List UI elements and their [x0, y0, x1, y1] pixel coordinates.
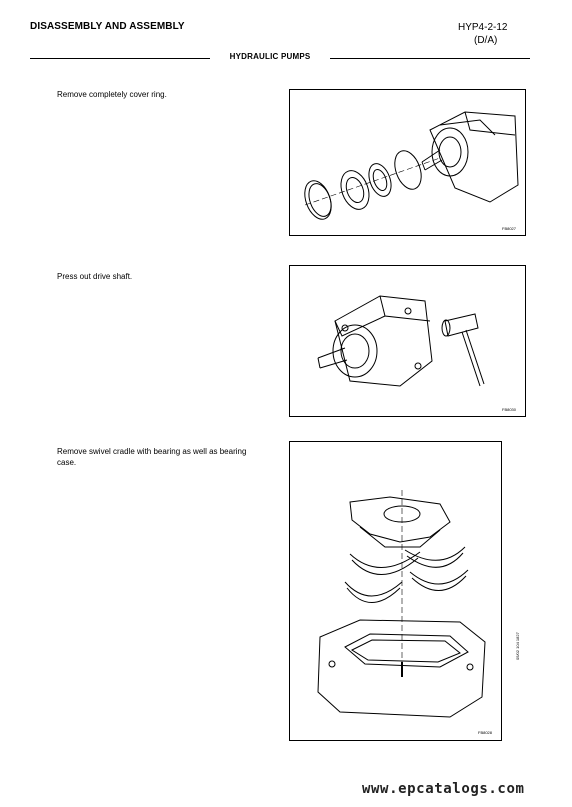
page-reference: [458, 21, 538, 47]
step-3-text: Remove swivel cradle with bearing as well as bearing case.: [57, 447, 247, 467]
section-heading: DISASSEMBLY AND ASSEMBLY: [30, 21, 185, 32]
figure-cover-ring: [289, 89, 526, 236]
step-1-text: Remove completely cover ring.: [57, 90, 167, 99]
figure-code: FB8027: [502, 226, 517, 231]
swivel-cradle-illustration: [290, 442, 501, 740]
side-document-code: 05/02 104 1827: [515, 632, 520, 660]
step-2-text: Press out drive shaft.: [57, 272, 133, 281]
figure-swivel-cradle: [289, 441, 502, 741]
figure-drive-shaft: [289, 265, 526, 417]
watermark: www.epcatalogs.com: [362, 781, 525, 797]
figure-code: FB8030: [502, 407, 517, 412]
cover-ring-illustration: [290, 90, 525, 235]
figure-code: FB8028: [478, 730, 493, 735]
subsection-title: HYDRAULIC PUMPS: [210, 52, 330, 61]
drive-shaft-illustration: [290, 266, 525, 416]
page-subcode: (D/A): [474, 35, 498, 46]
page-number: HYP4-2-12: [458, 22, 508, 33]
